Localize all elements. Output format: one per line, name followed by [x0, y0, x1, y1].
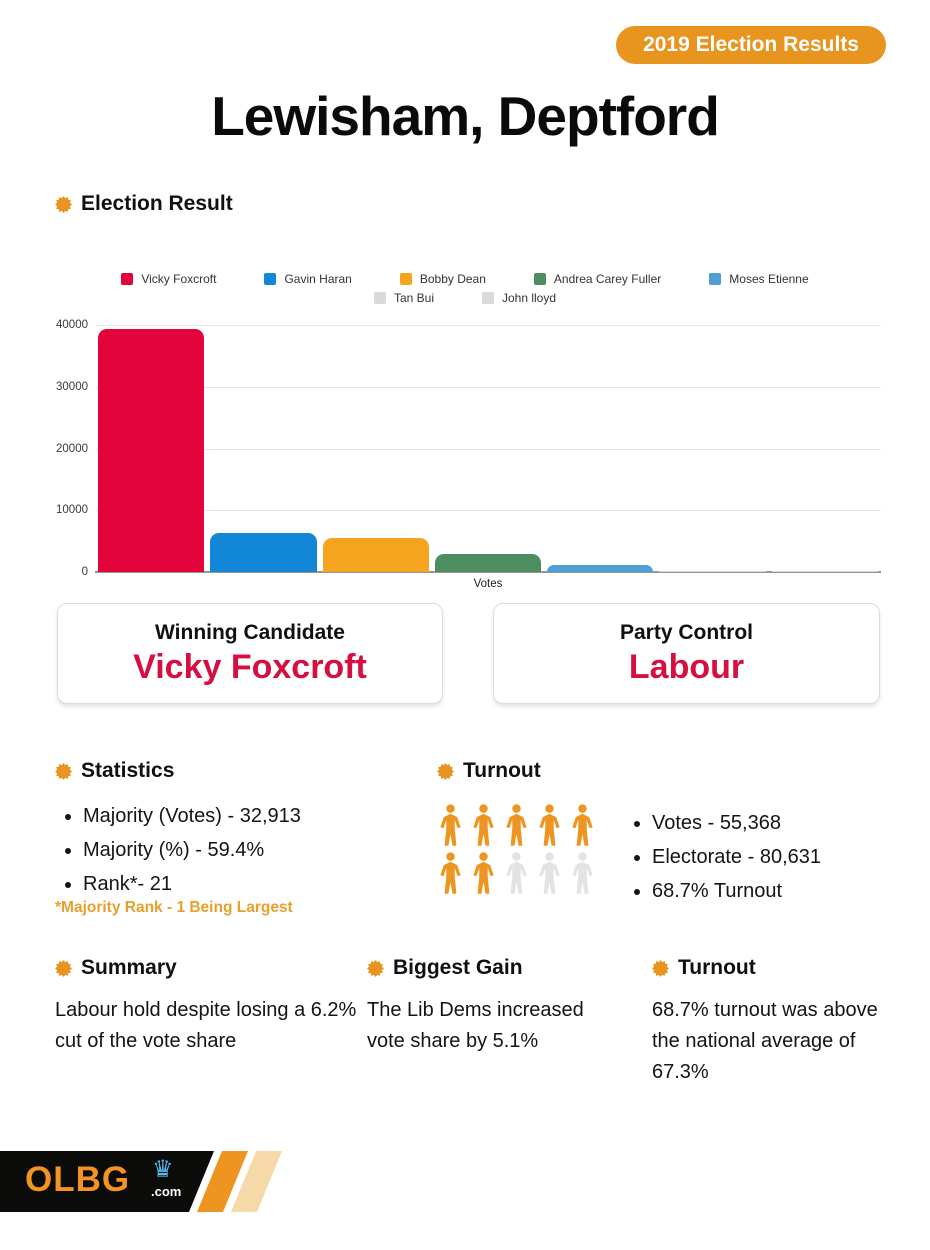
page-title: Lewisham, Deptford — [211, 85, 719, 147]
section-heading-turnout — [437, 759, 541, 783]
statistics-item: • Rank*- 21 — [83, 873, 413, 896]
legend-swatch — [264, 273, 276, 285]
crown-icon: ♛ — [152, 1156, 174, 1183]
person-icon-empty — [536, 851, 563, 896]
legend-swatch — [374, 292, 386, 304]
card-title: Party Control — [619, 620, 753, 644]
legend-swatch — [482, 292, 494, 304]
y-axis-tick-label: 0 — [81, 566, 88, 578]
section-heading-label: Election Result — [81, 192, 233, 215]
section-heading-label: Statistics — [81, 759, 175, 782]
legend-label: John lloyd — [501, 291, 557, 305]
legend-swatch — [121, 273, 133, 285]
legend-swatch — [534, 273, 546, 285]
statistics-item: • Majority (%) - 59.4% — [83, 839, 413, 862]
y-axis-tick-label: 10000 — [56, 504, 88, 517]
winning-candidate-card — [57, 603, 443, 704]
turnout-item: • 68.7% Turnout — [652, 880, 912, 903]
party-control-name: Labour — [628, 647, 745, 686]
turnout-list — [652, 812, 912, 914]
logo-wordmark: OLBG — [25, 1160, 131, 1199]
legend-item — [400, 272, 486, 286]
legend-item — [374, 291, 434, 305]
legend-item — [264, 272, 351, 286]
person-icon-empty — [503, 851, 530, 896]
legend-item — [121, 272, 216, 286]
sun-bullet-icon — [55, 960, 72, 977]
section-heading-biggest-gain — [367, 956, 523, 980]
legend-label: Andrea Carey Fuller — [553, 272, 662, 286]
section-heading-summary — [55, 956, 177, 980]
person-icon-filled — [437, 803, 464, 848]
winning-candidate-name: Vicky Foxcroft — [133, 647, 367, 686]
bar-gavin-haran — [210, 533, 316, 572]
legend-swatch — [709, 273, 721, 285]
chart-legend-row-1 — [0, 272, 930, 286]
legend-item — [709, 272, 808, 286]
person-icon-filled — [437, 851, 464, 896]
person-icon-empty — [569, 851, 596, 896]
section-heading-turnout-note — [652, 956, 756, 980]
sun-bullet-icon — [55, 196, 72, 213]
person-icon-filled — [536, 803, 563, 848]
y-axis-tick-label: 40000 — [56, 319, 88, 331]
y-axis-tick-label: 30000 — [56, 380, 88, 393]
section-heading-label: Turnout — [678, 956, 756, 979]
sun-bullet-icon — [652, 960, 669, 977]
turnout-item: • Electorate - 80,631 — [652, 846, 912, 869]
card-title: Winning Candidate — [155, 620, 345, 644]
bar-chart-plot — [56, 319, 881, 578]
bar-john-lloyd — [772, 571, 878, 572]
person-icon-filled — [569, 803, 596, 848]
section-heading-label: Turnout — [463, 759, 541, 782]
statistics-list — [83, 805, 413, 907]
biggest-gain-text: The Lib Dems increased vote share by 5.1% — [367, 999, 584, 1052]
legend-label: Tan Bui — [393, 291, 434, 305]
gridline — [95, 510, 881, 511]
bar-moses-etienne — [547, 565, 653, 572]
turnout-pictogram — [437, 803, 602, 899]
legend-label: Vicky Foxcroft — [141, 272, 217, 286]
turnout-item: • Votes - 55,368 — [652, 812, 912, 835]
bar-tan-bui — [659, 571, 765, 572]
person-icon-filled — [470, 803, 497, 848]
section-heading-label: Biggest Gain — [393, 956, 523, 979]
year-badge: 2019 Election Results — [616, 26, 886, 64]
bar-andrea-carey-fuller — [435, 554, 541, 572]
legend-swatch — [400, 273, 412, 285]
summary-text: Labour hold despite losing a 6.2% cut of the vote share — [55, 999, 357, 1052]
legend-label: Bobby Dean — [419, 272, 486, 286]
legend-item — [534, 272, 661, 286]
chart-legend-row-2 — [0, 291, 930, 305]
statistics-item: • Majority (Votes) - 32,913 — [83, 805, 413, 828]
turnout-note-text: 68.7% turnout was above the national average of 67.3% — [652, 999, 878, 1083]
party-control-card — [493, 603, 880, 704]
olbg-logo — [0, 1151, 300, 1212]
sun-bullet-icon — [367, 960, 384, 977]
section-heading-election-result — [55, 192, 233, 216]
gridline — [95, 449, 881, 450]
person-icon-filled — [503, 803, 530, 848]
gridline — [95, 387, 881, 388]
majority-rank-footnote: *Majority Rank - 1 Being Largest — [55, 899, 293, 916]
person-icon-filled — [470, 851, 497, 896]
y-axis-tick-label: 20000 — [56, 442, 88, 455]
gridline — [95, 325, 881, 326]
bar-vicky-foxcroft — [98, 329, 204, 572]
section-heading-statistics — [55, 759, 174, 783]
legend-label: Moses Etienne — [729, 272, 809, 286]
section-heading-label: Summary — [81, 956, 177, 979]
sun-bullet-icon — [437, 763, 454, 780]
x-axis-label: Votes — [473, 578, 503, 590]
bar-bobby-dean — [323, 538, 429, 572]
legend-item — [482, 291, 556, 305]
legend-label: Gavin Haran — [284, 272, 352, 286]
logo-domain-suffix: .com — [151, 1184, 182, 1199]
sun-bullet-icon — [55, 763, 72, 780]
